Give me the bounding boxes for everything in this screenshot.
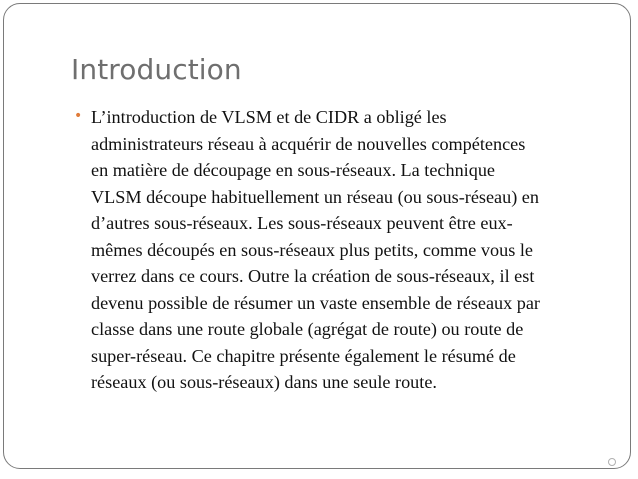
slide-title: Introduction — [71, 53, 242, 86]
body-line: administrateurs réseau à acquérir de nouvelles compétences — [91, 133, 526, 154]
body-line: réseaux (ou sous-réseaux) dans une seule route. — [91, 372, 437, 392]
body-line: VLSM découpe habituellement un réseau (ou sous-réseau) en — [91, 186, 539, 207]
bullet-icon: • — [74, 108, 83, 124]
body-line: classe dans une route globale (agrégat de route) ou route de — [91, 319, 524, 339]
body-line: super-réseau. Ce chapitre présente également le résumé de — [91, 345, 516, 366]
body-line: L’introduction de VLSM et de CIDR a obligé les — [91, 107, 447, 127]
bullet-text — [91, 104, 614, 396]
body-line: verrez dans ce cours. Outre la création de sous-réseaux, il est — [91, 266, 535, 286]
body-line: devenu possible de résumer un vaste ensemble de réseaux par — [91, 292, 540, 313]
corner-dot-icon — [608, 458, 616, 466]
body-line: d’autres sous-réseaux. Les sous-réseaux peuvent être eux- — [91, 213, 513, 233]
body-line: en matière de découpage en sous-réseaux. La technique — [91, 160, 495, 180]
body-line: mêmes découpés en sous-réseaux plus petits, comme vous le — [91, 239, 533, 260]
